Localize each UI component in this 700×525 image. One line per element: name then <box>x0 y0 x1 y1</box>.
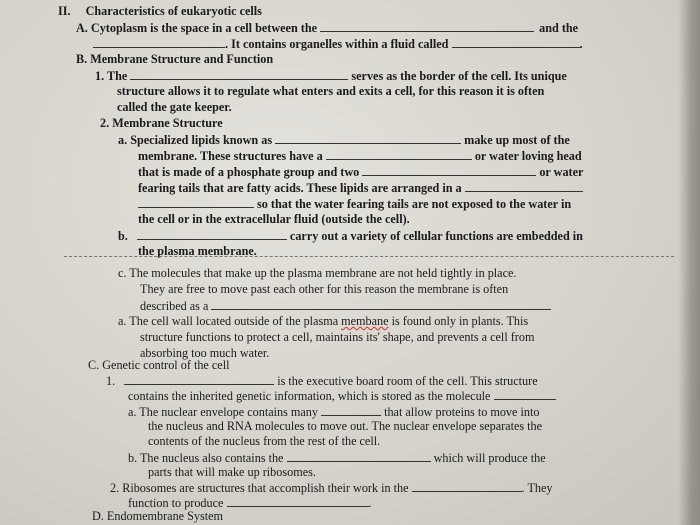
line-B1c: called the gate keeper. <box>117 100 232 114</box>
line-pre: The nuclear envelope contains many <box>139 405 318 419</box>
blank[interactable] <box>93 36 225 48</box>
line-text: that allow proteins to move into <box>384 405 540 419</box>
item-number: 2. <box>100 116 110 130</box>
line-C1c1 <box>128 404 539 419</box>
line-text: make up most of the <box>464 133 570 147</box>
line-A2 <box>93 36 583 51</box>
line-A1 <box>76 20 578 35</box>
line-B2a1 <box>118 132 570 147</box>
blank[interactable] <box>137 228 287 240</box>
line-text: Membrane Structure and Function <box>90 52 274 66</box>
line-pre: Specialized lipids known as <box>130 133 273 147</box>
blank[interactable] <box>320 20 534 32</box>
line-text: Cytoplasm is the space in a cell between the <box>90 21 318 35</box>
line-B2d1 <box>118 314 528 328</box>
line-C1a <box>106 373 538 388</box>
line-B2c1 <box>118 266 516 280</box>
line-text: is the executive board room of the cell. This structure <box>277 374 538 388</box>
line-B2 <box>100 116 223 130</box>
line-B2a2 <box>138 148 582 163</box>
line-pre: membrane. These structures have a <box>138 149 323 163</box>
section-title: Characteristics of eukaryotic cells <box>85 4 262 18</box>
blank[interactable] <box>412 480 522 492</box>
line-text: described as a <box>140 299 209 313</box>
section-heading <box>58 4 262 18</box>
blank[interactable] <box>362 164 536 176</box>
line-text: or water <box>539 165 584 179</box>
line-pre: that is made of a phosphate group and two <box>138 165 360 179</box>
line-text: The molecules that make up the plasma membrane are not held tightly in place. <box>129 266 517 280</box>
line-pre: Ribosomes are structures that accomplish their work in the <box>122 481 409 495</box>
line-pre: The nucleus also contains the <box>139 451 284 465</box>
line-B2a5 <box>138 196 571 211</box>
item-letter: A. <box>76 21 88 35</box>
line-B2b2: the plasma membrane. <box>138 244 257 258</box>
blank[interactable] <box>287 450 431 462</box>
item-letter: a. <box>128 405 137 419</box>
item-number: 1. <box>95 69 105 83</box>
line-text: serves as the border of the cell. Its unique <box>351 69 567 83</box>
line-tail: . <box>579 37 583 51</box>
line-pre: function to produce <box>128 496 224 510</box>
line-text: carry out a variety of cellular functions are embedded in <box>289 229 583 243</box>
line-after: is found only in plants. This <box>391 314 529 328</box>
line-text: Endomembrane System <box>106 509 224 523</box>
line-B2d3: absorbing too much water. <box>140 346 270 360</box>
line-C <box>88 358 229 372</box>
line-C2a <box>110 480 553 495</box>
item-letter: a. <box>118 133 128 147</box>
blank[interactable] <box>321 404 381 416</box>
blank[interactable] <box>138 196 254 208</box>
line-text: Genetic control of the cell <box>102 358 230 372</box>
section-number: II. <box>58 4 71 18</box>
item-letter: C. <box>88 358 100 372</box>
line-text: or water loving head <box>474 149 582 163</box>
line-text: which will produce the <box>433 451 546 465</box>
line-text: contains the inherited genetic information, which is stored as the molecule <box>128 389 491 403</box>
item-number: 1. <box>106 374 116 388</box>
blank[interactable] <box>211 298 551 310</box>
line-B2c2: They are free to move past each other for this reason the membrane is often <box>140 282 509 296</box>
item-letter: a. <box>118 314 127 328</box>
line-B2d2: structure functions to protect a cell, maintains its' shape, and prevents a cell from <box>140 330 535 344</box>
line-text: The cell wall located outside of the plasma <box>129 314 339 328</box>
line-text: fearing tails that are fatty acids. These lipids are arranged in a <box>138 181 462 195</box>
item-number: 2. <box>110 481 120 495</box>
item-letter: b. <box>128 451 138 465</box>
blank[interactable] <box>494 388 556 400</box>
line-B2a4 <box>138 180 583 195</box>
blank[interactable] <box>452 36 580 48</box>
line-B2a6: the cell or in the extracellular fluid (outside the cell). <box>138 212 410 226</box>
blank[interactable] <box>124 373 274 385</box>
page-break-line <box>64 256 674 257</box>
line-C1c3: contents of the nucleus from the rest of the cell. <box>148 434 381 448</box>
line-text: . It contains organelles within a fluid called <box>225 37 449 51</box>
item-letter: D. <box>92 509 104 523</box>
line-B1b: structure allows it to regulate what enters and exits a cell, for this reason it is often <box>117 84 545 98</box>
blank[interactable] <box>130 68 348 80</box>
line-B2c3 <box>140 298 551 313</box>
line-B1a <box>95 68 567 83</box>
line-text: . <box>368 496 372 510</box>
line-text: so that the water fearing tails are not exposed to the water in <box>257 197 572 211</box>
line-C1c2: the nucleus and RNA molecules to move out. The nuclear envelope separates the <box>148 419 543 433</box>
line-C1d1 <box>128 450 546 465</box>
line-C2b <box>128 495 372 510</box>
line-C1d2: parts that will make up ribosomes. <box>148 465 316 479</box>
misspelled-word: membane <box>341 314 389 328</box>
blank[interactable] <box>275 132 461 144</box>
blank[interactable] <box>326 148 472 160</box>
line-text: Membrane Structure <box>112 116 223 130</box>
line-D <box>92 509 223 523</box>
blank[interactable] <box>465 180 583 192</box>
line-B2b1 <box>118 228 583 243</box>
blank[interactable] <box>227 495 369 507</box>
line-C1b <box>128 388 556 403</box>
page-edge-shadow <box>678 0 700 525</box>
item-letter: B. <box>76 52 88 66</box>
item-letter: b. <box>118 229 128 243</box>
line-B <box>76 52 273 66</box>
line-B2a3 <box>138 164 583 179</box>
line-tail: and the <box>539 21 579 35</box>
line-text: . They <box>521 481 553 495</box>
line-pre: The <box>106 69 128 83</box>
item-letter: c. <box>118 266 127 280</box>
